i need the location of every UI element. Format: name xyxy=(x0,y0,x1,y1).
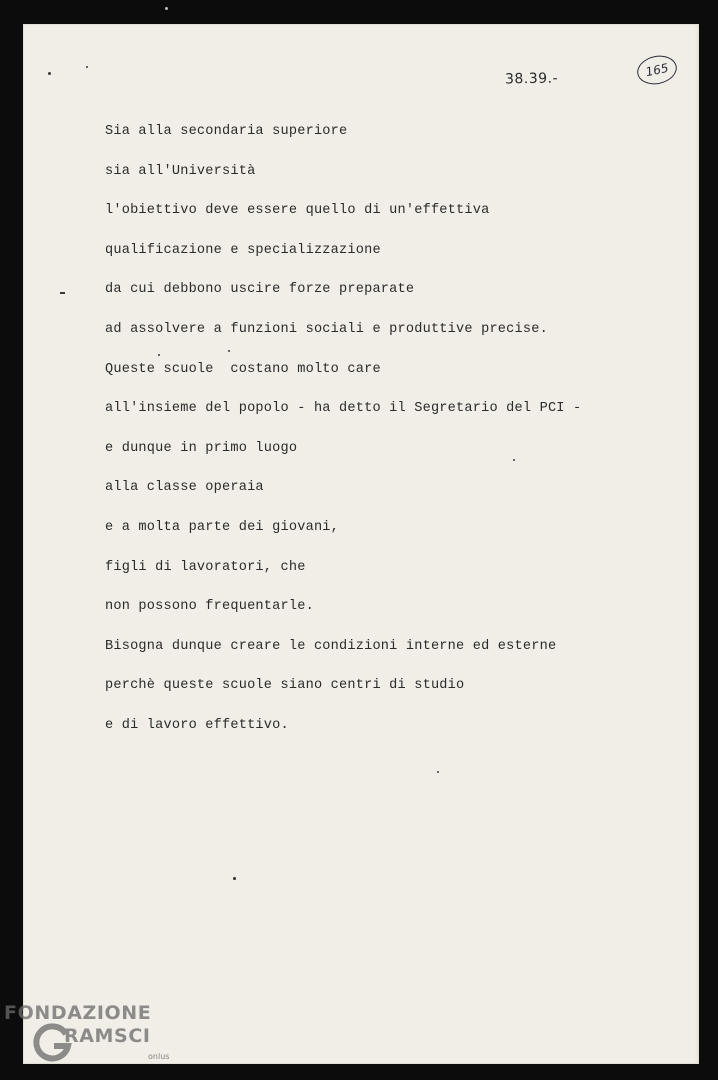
paper-speck xyxy=(437,771,439,773)
text-line: Queste scuole costano molto care xyxy=(105,361,381,377)
page-number: 38.39.- xyxy=(504,70,559,88)
text-line: perchè queste scuole siano centri di studio xyxy=(105,678,465,694)
paper-speck xyxy=(233,877,236,880)
text-line: e di lavoro effettivo. xyxy=(105,717,289,733)
watermark-line-1: FONDAZIONE xyxy=(4,1002,152,1024)
text-line: all'insieme del popolo - ha detto il Segretario del PCI - xyxy=(105,401,582,417)
paper-speck xyxy=(86,66,88,68)
text-line: e a molta parte dei giovani, xyxy=(105,519,340,535)
text-line: l'obiettivo deve essere quello di un'effettiva xyxy=(105,203,490,219)
paper-speck xyxy=(513,459,515,461)
text-line: figli di lavoratori, che xyxy=(105,559,306,575)
text-line: e dunque in primo luogo xyxy=(105,440,298,456)
watermark-line-3: onlus xyxy=(148,1052,170,1061)
paper-speck xyxy=(228,350,230,352)
text-line: Sia alla secondaria superiore xyxy=(105,124,348,139)
typed-text-body xyxy=(105,122,581,756)
text-line: qualificazione e specializzazione xyxy=(105,242,381,258)
text-line: non possono frequentarle. xyxy=(105,599,314,615)
paper-speck xyxy=(48,72,51,75)
text-line: Bisogna dunque creare le condizioni interne ed esterne xyxy=(105,638,557,654)
scan-speck xyxy=(165,7,168,10)
watermark-line-2: RAMSCI xyxy=(64,1025,151,1047)
archive-number-stamp xyxy=(635,52,680,88)
archive-number: 165 xyxy=(644,60,670,80)
text-line: da cui debbono uscire forze preparate xyxy=(105,282,415,298)
paper-speck xyxy=(158,354,160,356)
paper-speck xyxy=(60,292,65,294)
fondazione-gramsci-watermark xyxy=(4,1002,184,1076)
text-line: alla classe operaia xyxy=(105,480,264,496)
text-line: sia all'Università xyxy=(105,163,256,179)
paper-sheet xyxy=(23,24,699,1064)
text-line: ad assolvere a funzioni sociali e produttive precise. xyxy=(105,321,548,337)
